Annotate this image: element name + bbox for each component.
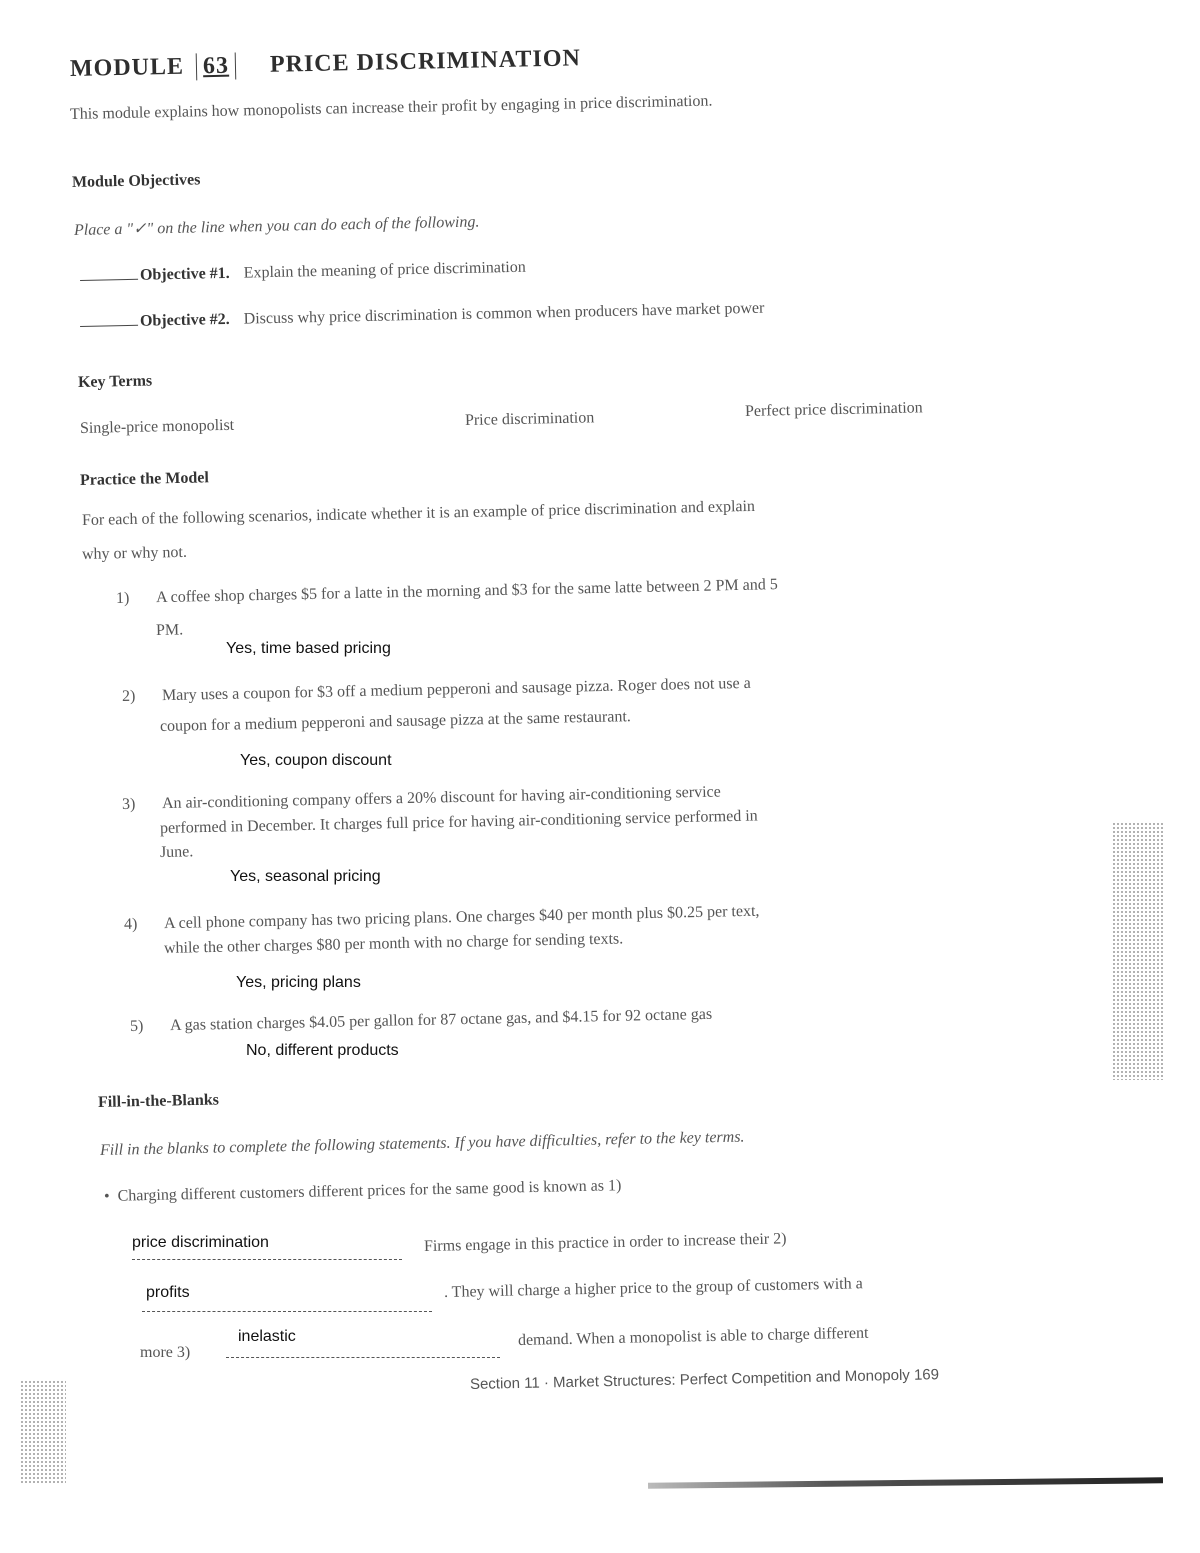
practice-item-3-answer: Yes, seasonal pricing xyxy=(230,868,381,885)
objective-1 xyxy=(80,259,526,286)
fill-blanks-instruction: Fill in the blanks to complete the following statements. If you have difficulties, refer to the key terms. xyxy=(99,1128,745,1159)
practice-item-5-line1 xyxy=(130,1006,712,1036)
fill-blanks-statement-4: demand. When a monopolist is able to charge different xyxy=(517,1324,869,1349)
objective-2-label: Objective #2. xyxy=(139,310,230,330)
module-title xyxy=(70,45,581,83)
key-term-3: Perfect price discrimination xyxy=(744,399,923,420)
objectives-heading: Module Objectives xyxy=(71,171,201,191)
fill-blanks-statement-2: Firms engage in this practice in order to increase their 2) xyxy=(423,1230,787,1255)
scan-edge-line xyxy=(648,1477,1163,1488)
practice-item-1-text: A coffee shop charges $5 for a latte in the morning and $3 for the same latte between 2 PM and 5 xyxy=(155,576,778,607)
practice-instruction-line1: For each of the following scenarios, indicate whether it is an example of price discrimination and explain xyxy=(81,497,756,529)
practice-item-4-line2: while the other charges $80 per month with no charge for sending texts. xyxy=(163,930,624,957)
practice-item-5-number: 5) xyxy=(129,1017,144,1035)
practice-item-2-number: 2) xyxy=(121,687,136,705)
page-footer: Section 11 · Market Structures: Perfect Competition and Monopoly 169 xyxy=(469,1366,940,1393)
practice-item-2-line1 xyxy=(122,675,751,706)
fill-blank-prefix-3: more 3) xyxy=(140,1344,191,1361)
practice-item-2-text: Mary uses a coupon for $3 off a medium pepperoni and sausage pizza. Roger does not use a xyxy=(161,674,751,705)
fill-blanks-heading: Fill-in-the-Blanks xyxy=(97,1091,220,1111)
scan-noise-left xyxy=(20,1380,66,1484)
practice-item-1-number: 1) xyxy=(115,589,130,607)
practice-item-1-answer: Yes, time based pricing xyxy=(226,640,391,657)
practice-item-4-answer: Yes, pricing plans xyxy=(236,974,361,991)
bullet-icon: • xyxy=(103,1187,118,1205)
practice-item-5-text: A gas station charges $4.05 per gallon for 87 octane gas, and $4.15 for 92 octane gas xyxy=(169,1005,713,1035)
practice-instruction-line2: why or why not. xyxy=(81,543,188,563)
objective-1-checkline[interactable] xyxy=(80,278,138,281)
practice-item-2-answer: Yes, coupon discount xyxy=(240,752,392,769)
practice-item-3-line2: performed in December. It charges full price for having air-conditioning service performed in xyxy=(159,807,758,837)
objective-1-label: Objective #1. xyxy=(139,264,230,284)
objectives-instruction: Place a "✓" on the line when you can do each of the following. xyxy=(73,213,480,239)
scan-noise-right xyxy=(1112,822,1164,1080)
objective-2 xyxy=(80,300,765,332)
fill-blanks-bullet-line xyxy=(104,1177,622,1206)
practice-heading: Practice the Model xyxy=(79,469,209,489)
fill-blanks-statement-3: . They will charge a higher price to the group of customers with a xyxy=(443,1275,863,1301)
fill-blank-line-2 xyxy=(142,1310,432,1312)
module-word: MODULE xyxy=(69,53,185,82)
fill-blank-answer-1[interactable]: price discrimination xyxy=(132,1234,269,1251)
fill-blanks-statement-1: Charging different customers different prices for the same good is known as 1) xyxy=(117,1177,622,1205)
module-name: PRICE DISCRIMINATION xyxy=(269,45,582,78)
objective-2-checkline[interactable] xyxy=(80,324,138,327)
fill-blank-answer-3[interactable]: inelastic xyxy=(238,1328,296,1345)
practice-item-1-line2: PM. xyxy=(155,621,184,639)
objective-2-text: Discuss why price discrimination is common when producers have market power xyxy=(243,299,765,328)
practice-item-4-text: A cell phone company has two pricing plans. One charges $40 per month plus $0.25 per text, xyxy=(163,902,760,933)
practice-item-3-number: 3) xyxy=(121,795,136,813)
practice-item-2-line2: coupon for a medium pepperoni and sausage pizza at the same restaurant. xyxy=(159,708,632,735)
practice-item-1-line1 xyxy=(116,576,778,608)
practice-item-5-answer: No, different products xyxy=(246,1042,399,1059)
fill-blank-line-3 xyxy=(226,1356,500,1358)
key-terms-heading: Key Terms xyxy=(77,372,153,391)
key-term-2: Price discrimination xyxy=(464,409,595,429)
key-term-1: Single-price monopolist xyxy=(79,416,235,437)
intro-text: This module explains how monopolists can increase their profit by engaging in price discrimination. xyxy=(69,92,713,123)
module-number: 63 xyxy=(196,53,237,81)
fill-blank-answer-2[interactable]: profits xyxy=(146,1284,190,1301)
practice-item-3-text: An air-conditioning company offers a 20% discount for having air-conditioning service xyxy=(161,783,721,813)
objective-1-text: Explain the meaning of price discrimination xyxy=(243,258,526,282)
practice-item-4-number: 4) xyxy=(123,915,138,933)
fill-blank-line-1 xyxy=(132,1258,402,1260)
practice-item-3-line3: June. xyxy=(159,843,194,861)
practice-item-4-line1 xyxy=(124,903,760,934)
